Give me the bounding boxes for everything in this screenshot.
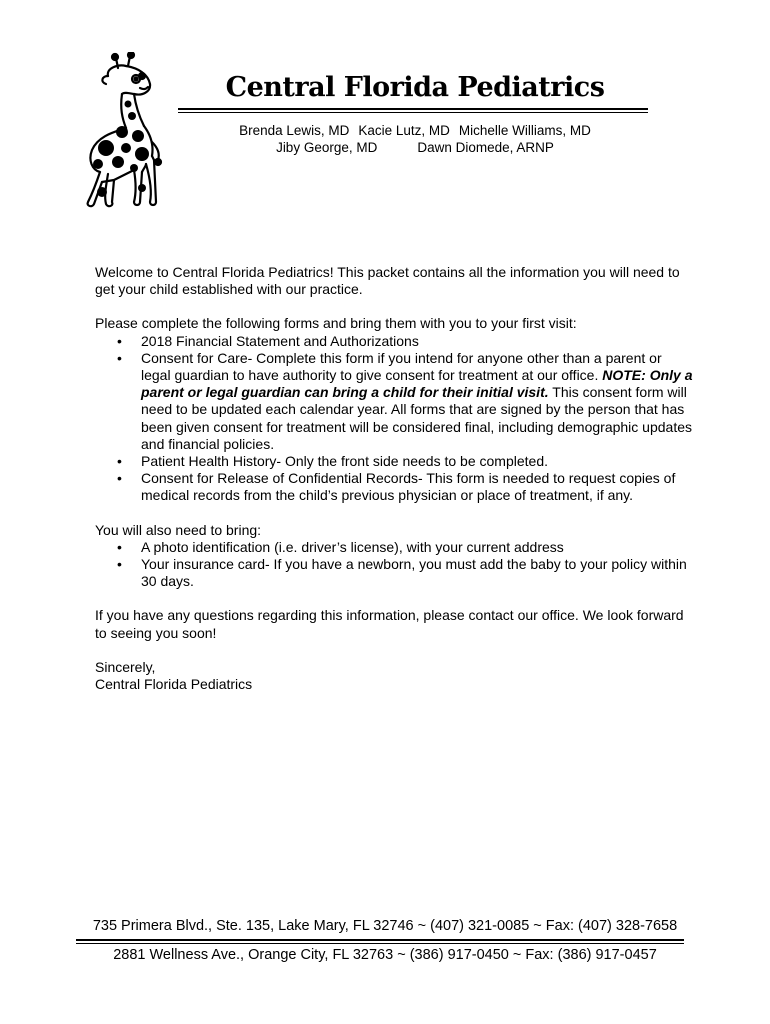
giraffe-icon bbox=[78, 52, 170, 212]
provider-row-2 bbox=[180, 139, 650, 156]
provider-name: Jiby George, MD bbox=[276, 140, 378, 155]
bring-item-insurance-card: Your insurance card- If you have a newborn, you must add the baby to your policy within 30 days. bbox=[141, 556, 687, 590]
required-forms-list bbox=[95, 333, 695, 505]
practice-name-title: Central Florida Pediatrics bbox=[225, 72, 605, 103]
form-item-records-release: Consent for Release of Confidential Records- This form is needed to request copies of medical records from the child’s previous physician or place of treatment, if any. bbox=[141, 470, 676, 504]
forms-intro: Please complete the following forms and bring them with you to your first visit: bbox=[95, 315, 577, 332]
welcome-letter-body bbox=[95, 264, 695, 693]
list-item bbox=[95, 539, 695, 556]
provider-name: Dawn Diomede, ARNP bbox=[417, 140, 554, 155]
list-item bbox=[95, 333, 695, 350]
signature-name: Central Florida Pediatrics bbox=[95, 676, 253, 693]
provider-row-1 bbox=[180, 122, 650, 139]
list-item bbox=[95, 470, 695, 504]
footer-address-lake-mary: 735 Primera Blvd., Ste. 135, Lake Mary, FL 32746 ~ (407) 321-0085 ~ Fax: (407) 328-7658 bbox=[92, 918, 678, 934]
header-divider-thick bbox=[178, 108, 648, 110]
header-divider-thin bbox=[178, 112, 648, 113]
consent-care-details: This consent form will need to be updated each calendar year. All forms that are signed by the person that has been given consent for treatment will be considered final, including demographic updates and financial policies. bbox=[141, 384, 693, 452]
closing-salutation: Sincerely, bbox=[95, 658, 156, 675]
bring-item-photo-id: A photo identification (i.e. driver’s license), with your current address bbox=[141, 538, 564, 555]
welcome-paragraph: Welcome to Central Florida Pediatrics! This packet contains all the information you will need to get your child established with our practice. bbox=[95, 264, 680, 298]
bring-intro: You will also need to bring: bbox=[95, 521, 262, 538]
form-item-financial: 2018 Financial Statement and Authorizations bbox=[141, 332, 419, 349]
provider-name: Michelle Williams, MD bbox=[458, 123, 591, 138]
provider-list bbox=[180, 122, 650, 156]
list-item bbox=[95, 556, 695, 590]
footer-divider-thin bbox=[76, 943, 684, 944]
giraffe-logo bbox=[78, 52, 170, 212]
guardian-note: NOTE: Only a parent or legal guardian can bring a child for their initial visit. bbox=[141, 367, 693, 401]
footer-address-orange-city: 2881 Wellness Ave., Orange City, FL 32763 ~ (386) 917-0450 ~ Fax: (386) 917-0457 bbox=[113, 947, 657, 963]
provider-name: Kacie Lutz, MD bbox=[358, 123, 450, 138]
questions-paragraph: If you have any questions regarding this information, please contact our office. We look forward to seeing you soon! bbox=[95, 607, 684, 641]
list-item bbox=[95, 350, 695, 453]
form-item-health-history: Patient Health History- Only the front side needs to be completed. bbox=[141, 453, 548, 470]
items-to-bring-list bbox=[95, 539, 695, 591]
form-item-consent-care: Consent for Care- Complete this form if you intend for anyone other than a parent or legal guardian to have authority to give consent for treatment at our office. bbox=[141, 349, 662, 384]
list-item bbox=[95, 453, 695, 470]
provider-name: Brenda Lewis, MD bbox=[239, 123, 350, 138]
footer-divider-thick bbox=[76, 939, 684, 941]
